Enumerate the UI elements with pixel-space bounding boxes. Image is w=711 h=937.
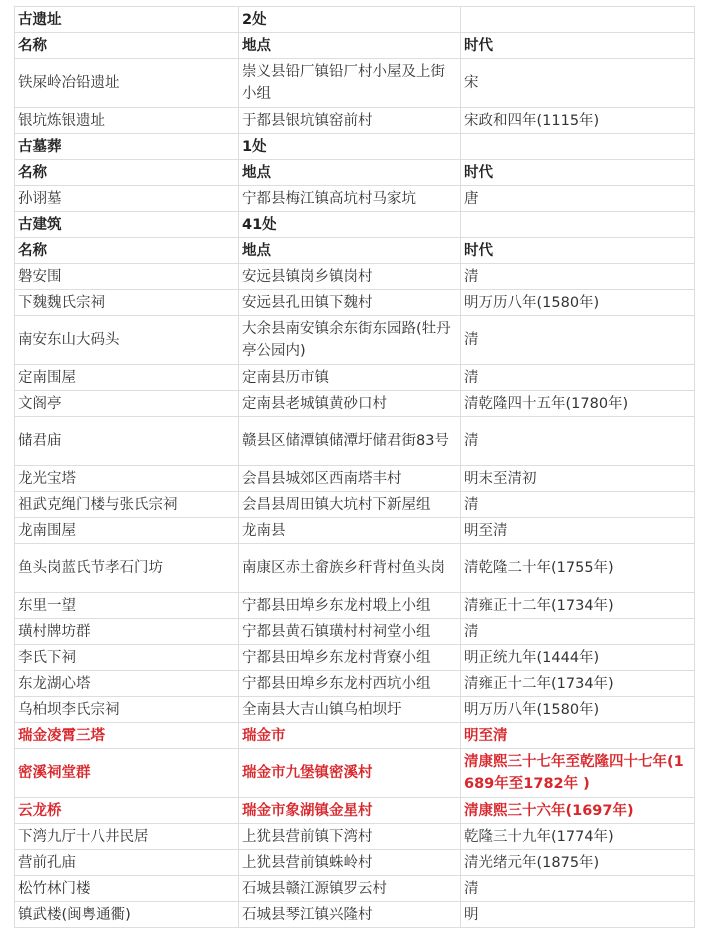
header-era: 时代 xyxy=(461,160,695,186)
page-container xyxy=(14,6,694,928)
location-cell: 瑞金市 xyxy=(239,723,461,749)
name-cell: 铁屎岭冶铅遗址 xyxy=(15,59,239,108)
table-row xyxy=(15,108,695,134)
location-cell: 宁都县田埠乡东龙村西坑小组 xyxy=(239,671,461,697)
category-blank xyxy=(461,212,695,238)
location-cell: 会昌县城郊区西南塔丰村 xyxy=(239,466,461,492)
header-era: 时代 xyxy=(461,33,695,59)
column-header-row xyxy=(15,160,695,186)
era-cell: 宋政和四年(1115年) xyxy=(461,108,695,134)
name-cell: 下魏魏氏宗祠 xyxy=(15,290,239,316)
location-cell: 宁都县田埠乡东龙村塅上小组 xyxy=(239,593,461,619)
era-cell: 明万历八年(1580年) xyxy=(461,697,695,723)
header-location: 地点 xyxy=(239,238,461,264)
location-cell: 全南县大吉山镇乌柏坝圩 xyxy=(239,697,461,723)
location-cell: 石城县赣江源镇罗云村 xyxy=(239,876,461,902)
table-row xyxy=(15,902,695,928)
name-cell: 东龙湖心塔 xyxy=(15,671,239,697)
table-row xyxy=(15,391,695,417)
name-cell: 磐安围 xyxy=(15,264,239,290)
name-cell: 李氏下祠 xyxy=(15,645,239,671)
era-cell: 清 xyxy=(461,316,695,365)
location-cell: 宁都县梅江镇高坑村马家坑 xyxy=(239,186,461,212)
era-cell: 清乾隆二十年(1755年) xyxy=(461,544,695,593)
category-blank xyxy=(461,134,695,160)
era-cell: 明至清 xyxy=(461,723,695,749)
header-name: 名称 xyxy=(15,238,239,264)
category-row xyxy=(15,212,695,238)
category-row xyxy=(15,134,695,160)
era-cell: 明万历八年(1580年) xyxy=(461,290,695,316)
era-cell: 清 xyxy=(461,365,695,391)
era-cell: 清 xyxy=(461,492,695,518)
header-name: 名称 xyxy=(15,33,239,59)
location-cell: 宁都县田埠乡东龙村背寮小组 xyxy=(239,645,461,671)
name-cell: 云龙桥 xyxy=(15,798,239,824)
table-body xyxy=(15,7,695,928)
location-cell: 龙南县 xyxy=(239,518,461,544)
name-cell: 乌柏坝李氏宗祠 xyxy=(15,697,239,723)
name-cell: 营前孔庙 xyxy=(15,850,239,876)
header-era: 时代 xyxy=(461,238,695,264)
era-cell: 明 xyxy=(461,902,695,928)
era-cell: 清 xyxy=(461,264,695,290)
era-cell: 清乾隆四十五年(1780年) xyxy=(461,391,695,417)
location-cell: 定南县历市镇 xyxy=(239,365,461,391)
heritage-sites-table xyxy=(14,6,695,928)
name-cell: 孙诩墓 xyxy=(15,186,239,212)
table-row xyxy=(15,316,695,365)
era-cell: 唐 xyxy=(461,186,695,212)
table-row xyxy=(15,619,695,645)
location-cell: 石城县琴江镇兴隆村 xyxy=(239,902,461,928)
category-title: 古建筑 xyxy=(15,212,239,238)
header-location: 地点 xyxy=(239,33,461,59)
table-row xyxy=(15,59,695,108)
table-row xyxy=(15,544,695,593)
table-row xyxy=(15,850,695,876)
era-cell: 清光绪元年(1875年) xyxy=(461,850,695,876)
location-cell: 定南县老城镇黄砂口村 xyxy=(239,391,461,417)
era-cell: 清 xyxy=(461,417,695,466)
location-cell: 安远县镇岗乡镇岗村 xyxy=(239,264,461,290)
category-row xyxy=(15,7,695,33)
location-cell: 于都县银坑镇窑前村 xyxy=(239,108,461,134)
table-row xyxy=(15,518,695,544)
name-cell: 璜村牌坊群 xyxy=(15,619,239,645)
location-cell: 南康区赤土畲族乡秆背村鱼头岗 xyxy=(239,544,461,593)
location-cell: 大余县南安镇余东街东园路(牡丹亭公园内) xyxy=(239,316,461,365)
column-header-row xyxy=(15,238,695,264)
table-row xyxy=(15,492,695,518)
era-cell: 宋 xyxy=(461,59,695,108)
table-row xyxy=(15,186,695,212)
era-cell: 清雍正十二年(1734年) xyxy=(461,671,695,697)
header-name: 名称 xyxy=(15,160,239,186)
era-cell: 明至清 xyxy=(461,518,695,544)
category-title: 古遗址 xyxy=(15,7,239,33)
table-row xyxy=(15,264,695,290)
name-cell: 镇武楼(闽粤通衢) xyxy=(15,902,239,928)
name-cell: 下湾九厅十八井民居 xyxy=(15,824,239,850)
category-title: 古墓葬 xyxy=(15,134,239,160)
category-blank xyxy=(461,7,695,33)
location-cell: 瑞金市象湖镇金星村 xyxy=(239,798,461,824)
name-cell: 鱼头岗蓝氏节孝石门坊 xyxy=(15,544,239,593)
era-cell: 明正统九年(1444年) xyxy=(461,645,695,671)
era-cell: 清 xyxy=(461,619,695,645)
name-cell: 文阁亭 xyxy=(15,391,239,417)
name-cell: 龙南围屋 xyxy=(15,518,239,544)
name-cell: 松竹林门楼 xyxy=(15,876,239,902)
name-cell: 银坑炼银遗址 xyxy=(15,108,239,134)
era-cell: 明末至清初 xyxy=(461,466,695,492)
table-row xyxy=(15,466,695,492)
name-cell: 南安东山大码头 xyxy=(15,316,239,365)
location-cell: 赣县区储潭镇储潭圩储君街83号 xyxy=(239,417,461,466)
era-cell: 乾隆三十九年(1774年) xyxy=(461,824,695,850)
location-cell: 瑞金市九堡镇密溪村 xyxy=(239,749,461,798)
location-cell: 安远县孔田镇下魏村 xyxy=(239,290,461,316)
location-cell: 崇义县铅厂镇铅厂村小屋及上街小组 xyxy=(239,59,461,108)
name-cell: 龙光宝塔 xyxy=(15,466,239,492)
highlighted-row xyxy=(15,723,695,749)
table-row xyxy=(15,697,695,723)
table-row xyxy=(15,876,695,902)
table-row xyxy=(15,824,695,850)
name-cell: 东里一望 xyxy=(15,593,239,619)
highlighted-row xyxy=(15,798,695,824)
highlighted-row xyxy=(15,749,695,798)
name-cell: 瑞金凌霄三塔 xyxy=(15,723,239,749)
era-cell: 清康熙三十七年至乾隆四十七年(1689年至1782年 ) xyxy=(461,749,695,798)
location-cell: 宁都县黄石镇璜村村祠堂小组 xyxy=(239,619,461,645)
location-cell: 上犹县营前镇下湾村 xyxy=(239,824,461,850)
table-row xyxy=(15,417,695,466)
era-cell: 清雍正十二年(1734年) xyxy=(461,593,695,619)
location-cell: 会昌县周田镇大坑村下新屋组 xyxy=(239,492,461,518)
name-cell: 密溪祠堂群 xyxy=(15,749,239,798)
era-cell: 清 xyxy=(461,876,695,902)
table-row xyxy=(15,290,695,316)
table-row xyxy=(15,365,695,391)
table-row xyxy=(15,593,695,619)
table-row xyxy=(15,645,695,671)
category-count: 1处 xyxy=(239,134,461,160)
name-cell: 定南围屋 xyxy=(15,365,239,391)
location-cell: 上犹县营前镇蛛岭村 xyxy=(239,850,461,876)
category-count: 41处 xyxy=(239,212,461,238)
column-header-row xyxy=(15,33,695,59)
era-cell: 清康熙三十六年(1697年) xyxy=(461,798,695,824)
name-cell: 祖武克绳门楼与张氏宗祠 xyxy=(15,492,239,518)
table-row xyxy=(15,671,695,697)
category-count: 2处 xyxy=(239,7,461,33)
name-cell: 储君庙 xyxy=(15,417,239,466)
header-location: 地点 xyxy=(239,160,461,186)
